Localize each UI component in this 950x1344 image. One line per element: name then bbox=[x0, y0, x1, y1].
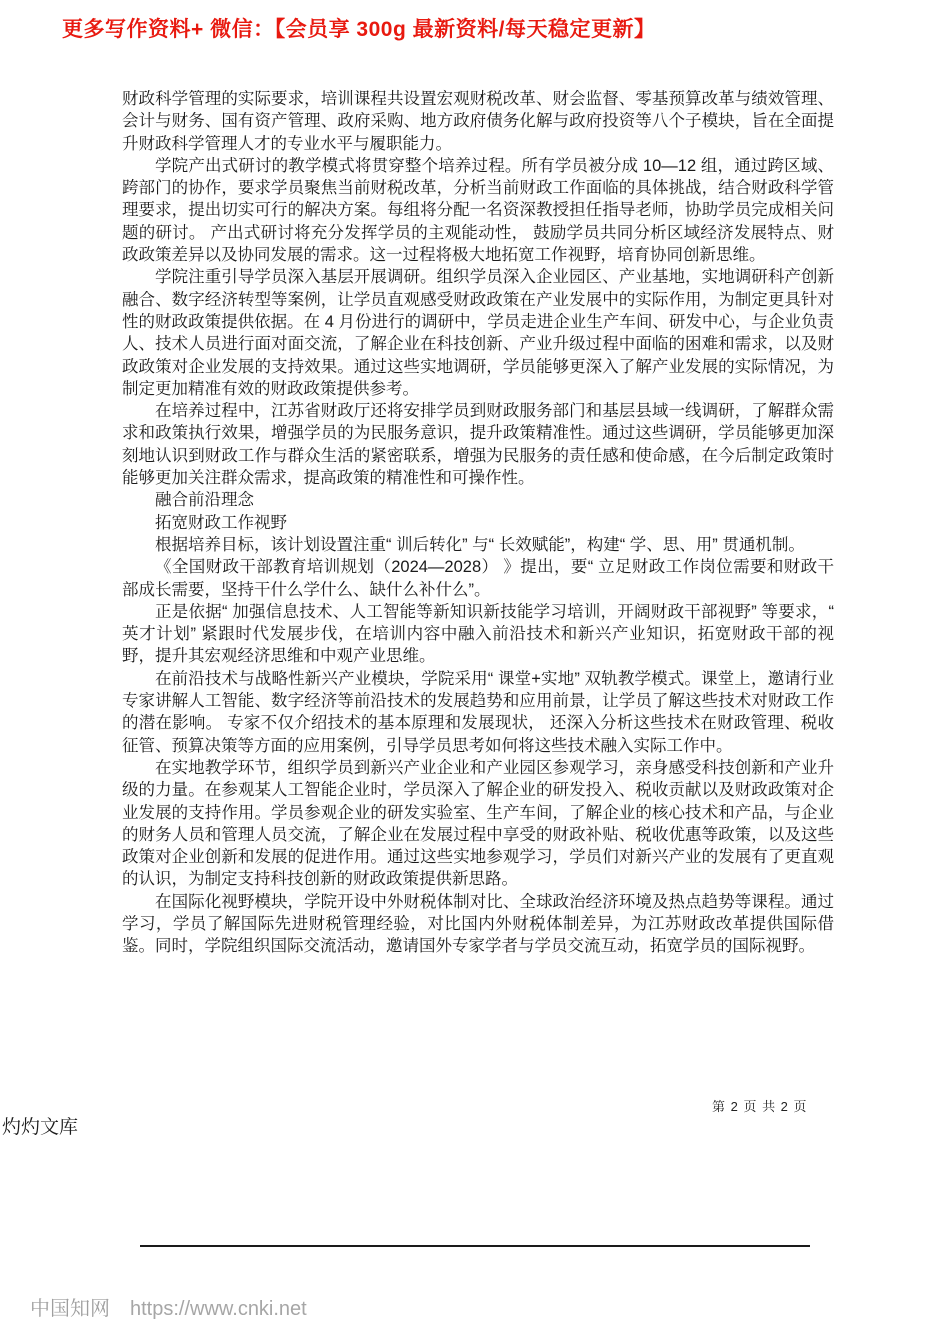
paragraph-continuation: 财政科学管理的实际要求，培训课程共设置宏观财税改革、财会监督、零基预算改革与绩效管理、会计与财务、国有资产管理、政府采购、地方政府债务化解与政府投资等八个子模块，旨在全面提升财政科学管理人才的专业水平与履职能力。 bbox=[122, 90, 834, 153]
section-heading: 融合前沿理念 bbox=[155, 491, 254, 510]
page-indicator: 第 2 页 共 2 页 bbox=[712, 1099, 808, 1114]
cnki-logo-text: 中国知网 bbox=[30, 1298, 110, 1320]
promo-banner: 更多写作资料+ 微信：【会员享 300g 最新资料/每天稳定更新】 bbox=[62, 18, 656, 41]
paragraph: 在国际化视野模块，学院开设中外财税体制对比、全球政治经济环境及热点趋势等课程。通过学习，学员了解国际先进财税管理经验，对比国内外财税体制差异，为江苏财政改革提供国际借鉴。同时，学院组织国际交流活动，邀请国外专家学者与学员交流互动，拓宽学员的国际视野。 bbox=[122, 892, 834, 956]
section-subheading: 拓宽财政工作视野 bbox=[155, 513, 287, 532]
paragraph: 正是依据“ 加强信息技术、人工智能等新知识新技能学习培训，开阔财政干部视野” 等要求，“ 英才计划” 紧跟时代发展步伐，在培训内容中融入前沿技术和新兴产业知识，拓宽财政干部的视野，提升其宏观经济思维和中观产业思维。 bbox=[122, 602, 834, 666]
paragraph: 根据培养目标，该计划设置注重“ 训后转化” 与“ 长效赋能”，构建“ 学、思、用” 贯通机制。 bbox=[155, 535, 805, 554]
footer-divider bbox=[140, 1245, 810, 1247]
paragraph: 《全国财政干部教育培训规划（2024—2028） 》提出，要“ 立足财政工作岗位需要和财政干部成长需要，坚持干什么学什么、缺什么补什么”。 bbox=[122, 558, 834, 599]
document-body bbox=[122, 88, 834, 958]
cnki-watermark bbox=[30, 1292, 307, 1321]
paragraph: 学院产出式研讨的教学模式将贯穿整个培养过程。所有学员被分成 10—12 组，通过跨区域、跨部门的协作，要求学员聚焦当前财税改革，分析当前财政工作面临的具体挑战，结合财政科学管理要求，提出切实可行的解决方案。每组将分配一名资深教授担任指导老师，协助学员完成相关问题的研讨。 产出式研讨将充分发挥学员的主观能动性， 鼓励学员共同分析区域经济发展特点、财政政策差异以及协同发展的需求。这一过程将极大地拓宽工作视野，培育协同创新思维。 bbox=[122, 156, 834, 265]
paragraph: 学院注重引导学员深入基层开展调研。组织学员深入企业园区、产业基地，实地调研科产创新融合、数字经济转型等案例，让学员直观感受财政政策在产业发展中的实际作用，为制定更具针对性的财政政策提供依据。在 4 月份进行的调研中，学员走进企业生产车间、研发中心，与企业负责人、技术人员进行面对面交流，了解企业在科技创新、产业升级过程中面临的困难和需求，以及财政政策对企业发展的支持效果。通过这些实地调研，学员能够更深入了解产业发展的实际情况，为制定更加精准有效的财政政策提供参考。 bbox=[122, 268, 834, 398]
paragraph: 在前沿技术与战略性新兴产业模块，学院采用“ 课堂+实地” 双轨教学模式。课堂上，邀请行业专家讲解人工智能、数字经济等前沿技术的发展趋势和应用前景，让学员了解这些技术对财政工作的潜在影响。 专家不仅介绍技术的基本原理和发展现状， 还深入分析这些技术在财政管理、税收征管、预算决策等方面的应用案例，引导学员思考如何将这些技术融入实际工作中。 bbox=[122, 669, 834, 755]
cnki-url: https://www.cnki.net bbox=[130, 1298, 307, 1320]
paragraph: 在培养过程中，江苏省财政厅还将安排学员到财政服务部门和基层县域一线调研，了解群众需求和政策执行效果，增强学员的为民服务意识，提升政策精准性。通过这些调研，学员能够更加深刻地认识到财政工作与群众生活的紧密联系，增强为民服务的责任感和使命感，在今后制定政策时能够更加关注群众需求，提高政策的精准性和可操作性。 bbox=[122, 402, 834, 488]
paragraph: 在实地教学环节，组织学员到新兴产业企业和产业园区参观学习，亲身感受科技创新和产业升级的力量。在参观某人工智能企业时，学员深入了解企业的研发投入、税收贡献以及财政政策对企业发展的支持作用。学员参观企业的研发实验室、生产车间，了解企业的核心技术和产品，与企业的财务人员和管理人员交流，了解企业在发展过程中享受的财政补贴、税收优惠等政策，以及这些政策对企业创新和发展的促进作用。通过这些实地参观学习，学员们对新兴产业的发展有了更直观的认识，为制定支持科技创新的财政政策提供新思路。 bbox=[122, 758, 834, 889]
library-watermark: 灼灼文库 bbox=[2, 1117, 79, 1138]
